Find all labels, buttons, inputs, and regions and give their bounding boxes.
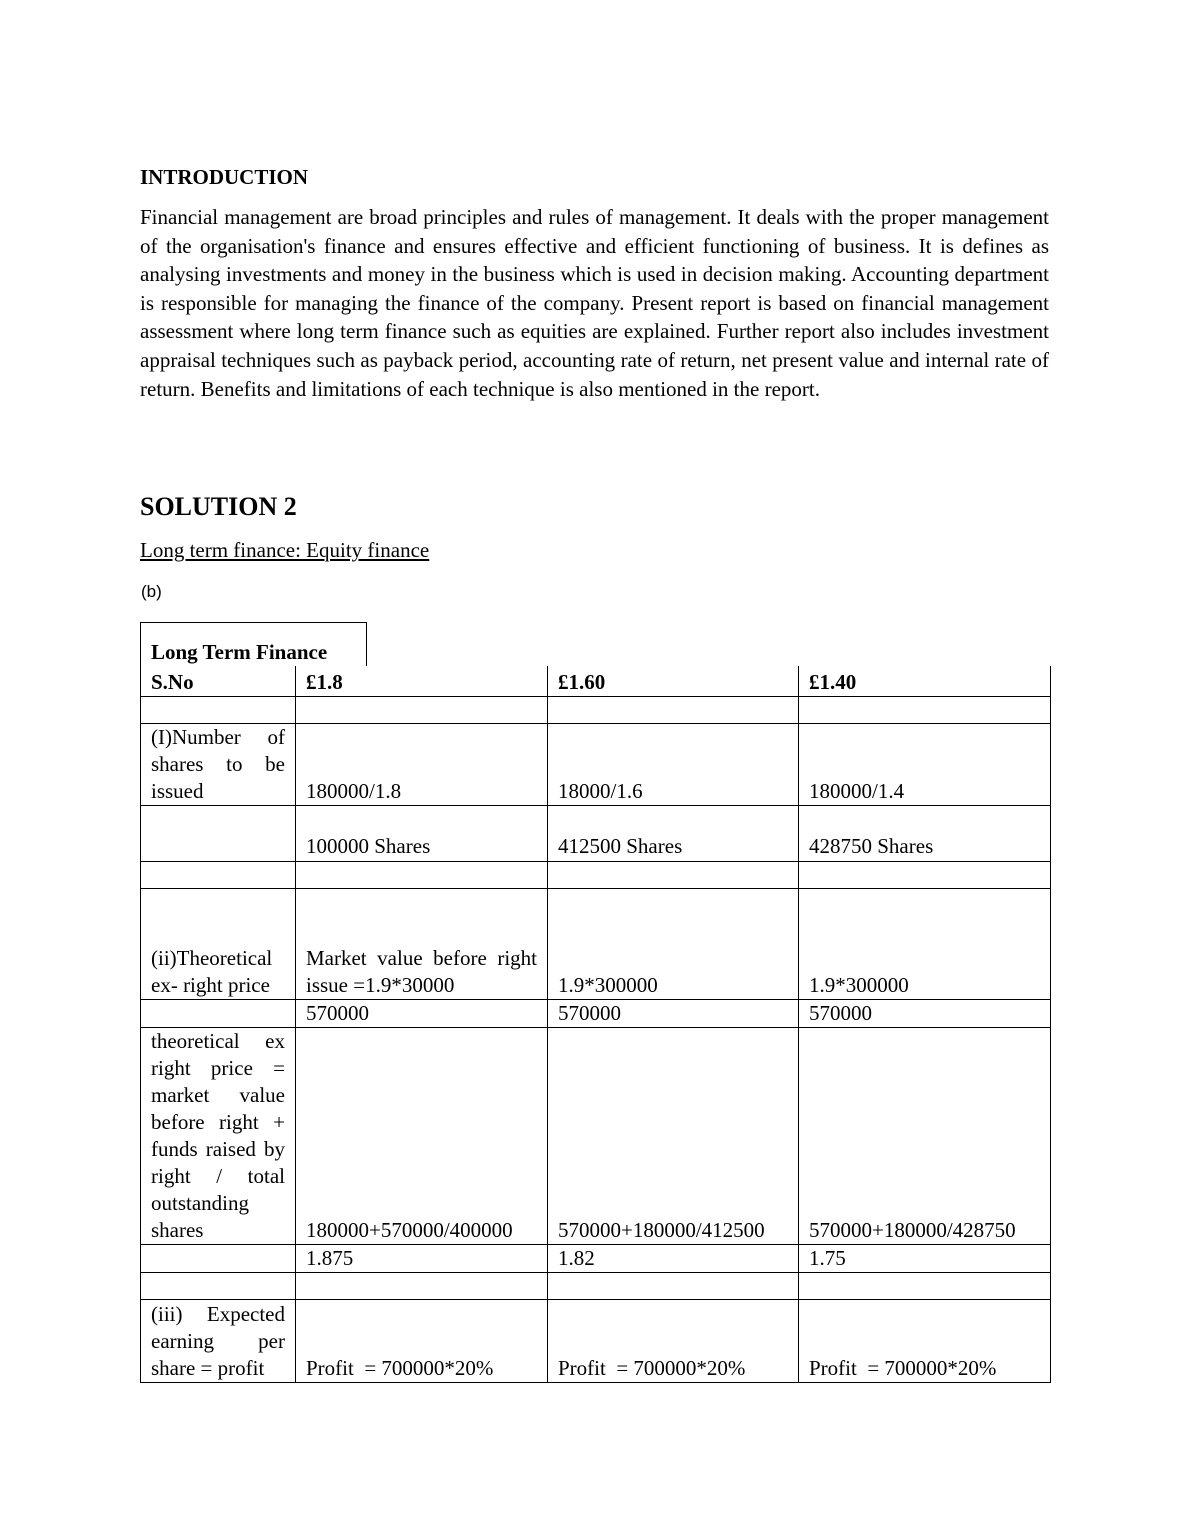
- table-row: [141, 888, 1051, 999]
- table-cell: 100000 Shares: [296, 805, 548, 861]
- table-cell: 1.82: [548, 1244, 799, 1272]
- table-cell: 570000+180000/412500: [548, 1027, 799, 1244]
- table-row: [141, 696, 1051, 723]
- header-price-1: £1.8: [296, 666, 548, 696]
- table-row: [141, 999, 1051, 1027]
- introduction-heading: INTRODUCTION: [140, 165, 309, 189]
- equity-finance-subheading: Long term finance: Equity finance: [140, 538, 430, 562]
- table-row: [141, 1272, 1051, 1299]
- table-cell: [548, 696, 799, 723]
- table-cell: (iii) Expected earning per share = profit: [141, 1299, 296, 1382]
- header-price-3: £1.40: [799, 666, 1051, 696]
- table-cell: [296, 861, 548, 888]
- table-row: [141, 1027, 1051, 1244]
- table-cell: 412500 Shares: [548, 805, 799, 861]
- table-row: [141, 1299, 1051, 1382]
- table-title: Long Term Finance: [151, 640, 328, 664]
- table-cell: 180000/1.8: [296, 723, 548, 805]
- header-sno: S.No: [141, 666, 296, 696]
- table-row: [141, 723, 1051, 805]
- table-cell: Profit = 700000*20%: [799, 1299, 1051, 1382]
- long-term-finance-table: [140, 666, 1051, 1383]
- table-cell: [548, 861, 799, 888]
- table-cell: [548, 1272, 799, 1299]
- table-cell: Profit = 700000*20%: [296, 1299, 548, 1382]
- table-cell: [141, 1244, 296, 1272]
- table-cell: 1.9*300000: [548, 888, 799, 999]
- table-cell: [296, 696, 548, 723]
- table-cell: 1.75: [799, 1244, 1051, 1272]
- table-cell: 428750 Shares: [799, 805, 1051, 861]
- solution-heading: SOLUTION 2: [140, 492, 297, 521]
- table-cell: 570000: [799, 999, 1051, 1027]
- introduction-paragraph: Financial management are broad principles and rules of management. It deals with the proper management of the organisation's finance and ensures effective and efficient functioning of business. It is defines as analysing investments and money in the business which is used in decision making. Accounting department is responsible for managing the finance of the company. Present report is based on financial management assessment where long term finance such as equities are explained. Further report also includes investment appraisal techniques such as payback period, accounting rate of return, net present value and internal rate of return. Benefits and limitations of each technique is also mentioned in the report.: [140, 205, 1049, 401]
- table-row: [141, 861, 1051, 888]
- table-cell: theoretical ex right price = market value before right + funds raised by right / total outstanding shares: [141, 1027, 296, 1244]
- table-cell: (ii)Theoretical ex- right price: [141, 888, 296, 999]
- table-cell: Profit = 700000*20%: [548, 1299, 799, 1382]
- table-cell: (I)Number of shares to be issued: [141, 723, 296, 805]
- table-cell: 570000+180000/428750: [799, 1027, 1051, 1244]
- table-cell: 570000: [296, 999, 548, 1027]
- table-cell: [141, 805, 296, 861]
- table-cell: [799, 861, 1051, 888]
- table-cell: [799, 1272, 1051, 1299]
- table-cell: 18000/1.6: [548, 723, 799, 805]
- table-row: [141, 1244, 1051, 1272]
- table-cell: [799, 696, 1051, 723]
- table-cell: [141, 861, 296, 888]
- header-price-2: £1.60: [548, 666, 799, 696]
- table-cell: 1.875: [296, 1244, 548, 1272]
- table-cell: [141, 999, 296, 1027]
- table-cell: 180000/1.4: [799, 723, 1051, 805]
- table-header-row: [141, 666, 1051, 696]
- table-cell: [296, 1272, 548, 1299]
- table-title-box: [140, 622, 367, 666]
- table-cell: [141, 696, 296, 723]
- part-label: (b): [141, 582, 162, 601]
- table-row: [141, 805, 1051, 861]
- table-cell: 570000: [548, 999, 799, 1027]
- table-cell: 180000+570000/400000: [296, 1027, 548, 1244]
- table-cell: [141, 1272, 296, 1299]
- table-cell: 1.9*300000: [799, 888, 1051, 999]
- table-cell: Market value before right issue =1.9*30000: [296, 888, 548, 999]
